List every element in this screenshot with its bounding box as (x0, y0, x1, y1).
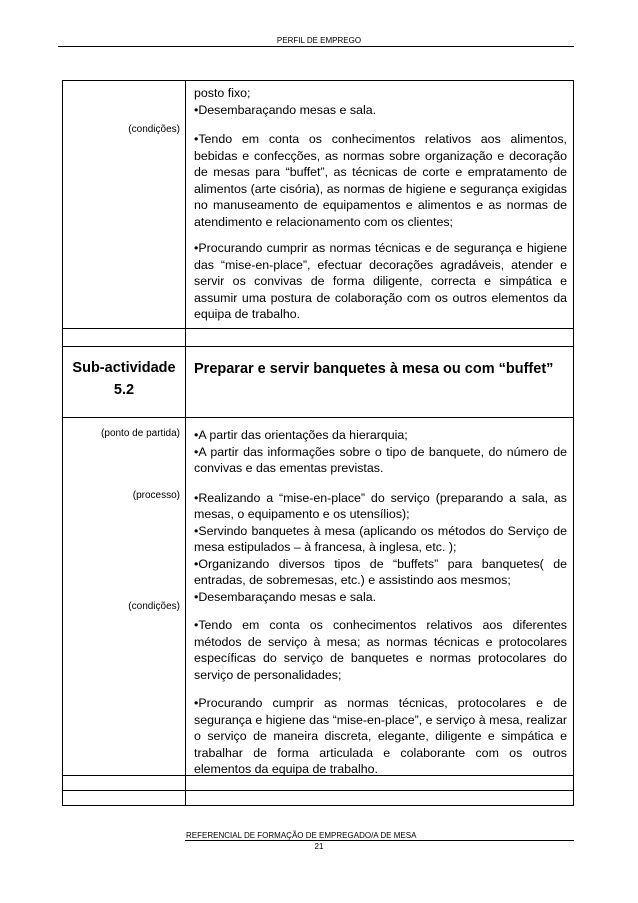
starting-point-label: (ponto de partida) (101, 428, 180, 439)
conditions-paragraph: •Procurando cumprir as normas técnicas e de segurança e higiene das “mise-en-place”, efectuar decorações agradáveis, atender e servir os convivas de forma diligente, correcta e simpática e assumir uma postura de colaboração com os outros elementos da equipa de trabalho. (194, 241, 567, 321)
text-line: •Desembaraçando mesas e sala. (194, 589, 377, 604)
sub-activity-title: Preparar e servir banquetes à mesa ou com “buffet” (194, 361, 554, 377)
table-row (63, 417, 573, 775)
conditions-paragraph: •Procurando cumprir as normas técnicas, protocolares e de segurança e higiene das “mise-en-place”, e serviço à mesa, realizar o serviço de maneira discreta, elegante, diligente e simpática e trabalhar de forma articulada e colaborante com os outros elementos da equipa de trabalho. (194, 696, 567, 776)
conditions-label: (condições) (128, 124, 180, 135)
text-line: •A partir das informações sobre o tipo de banquete, do número de convivas e das ementas previstas. (194, 444, 567, 475)
content-cell (186, 418, 573, 775)
empty-cell (186, 329, 573, 346)
table-row (63, 81, 573, 328)
label-cell (63, 418, 186, 775)
text-line: posto fixo; (194, 86, 251, 100)
table-row-empty (63, 790, 573, 805)
content-cell (186, 81, 573, 328)
empty-cell (63, 776, 186, 790)
text-line: •Servindo banquetes à mesa (aplicando os métodos do Serviço de mesa estipulados – à francesa, à inglesa, etc. ); (194, 523, 567, 554)
text-line: •Organizando diversos tipos de “buffets” para banquetes( de entradas, de sobremesas, etc.) e assistindo aos mesmos; (194, 556, 567, 587)
table-row-empty (63, 328, 573, 346)
sub-activity-label: Sub-actividade (72, 360, 176, 376)
conditions-paragraph: •Tendo em conta os conhecimentos relativos aos alimentos, bebidas e confecções, as normas sobre organização e decoração de mesas para “buffet”, as técnicas de corte e empratamento de alimentos (arte cisória), as normas de higiene e segurança exigidas no manuseamento de equipamentos e alimentos e as normas de atendimento e relacionamento com os clientes; (194, 132, 567, 229)
text-line: •A partir das orientações da hierarquia; (194, 428, 408, 442)
sub-activity-label-cell (63, 347, 186, 417)
table-row-empty (63, 775, 573, 790)
sub-activity-number: 5.2 (113, 382, 135, 398)
empty-cell (63, 791, 186, 805)
profile-table (62, 80, 574, 806)
empty-cell (186, 791, 573, 805)
conditions-paragraph: •Tendo em conta os conhecimentos relativos aos diferentes métodos de serviço à mesa; as normas técnicas e protocolares específicas do serviço de banquetes e normas protocolares do serviço de personalidades; (194, 618, 567, 682)
conditions-label: (condições) (128, 601, 180, 612)
sub-activity-row (63, 346, 573, 417)
footer-title: REFERENCIAL DE FORMAÇÃO DE EMPREGADO/A DE MESA (186, 831, 417, 840)
empty-cell (186, 776, 573, 790)
sub-activity-title-cell (186, 347, 573, 417)
process-label: (processo) (132, 490, 180, 501)
page-number: 21 (314, 842, 324, 851)
empty-cell (63, 329, 186, 346)
footer-rule (185, 840, 574, 841)
label-cell (63, 81, 186, 328)
page-header-title: PERFIL DE EMPREGO (276, 36, 362, 45)
header-rule (58, 46, 574, 47)
text-line: •Realizando a “mise-en-place” do serviço (preparando a sala, as mesas, o equipamento e os utensílios); (194, 490, 567, 521)
text-line: •Desembaraçando mesas e sala. (194, 102, 377, 117)
